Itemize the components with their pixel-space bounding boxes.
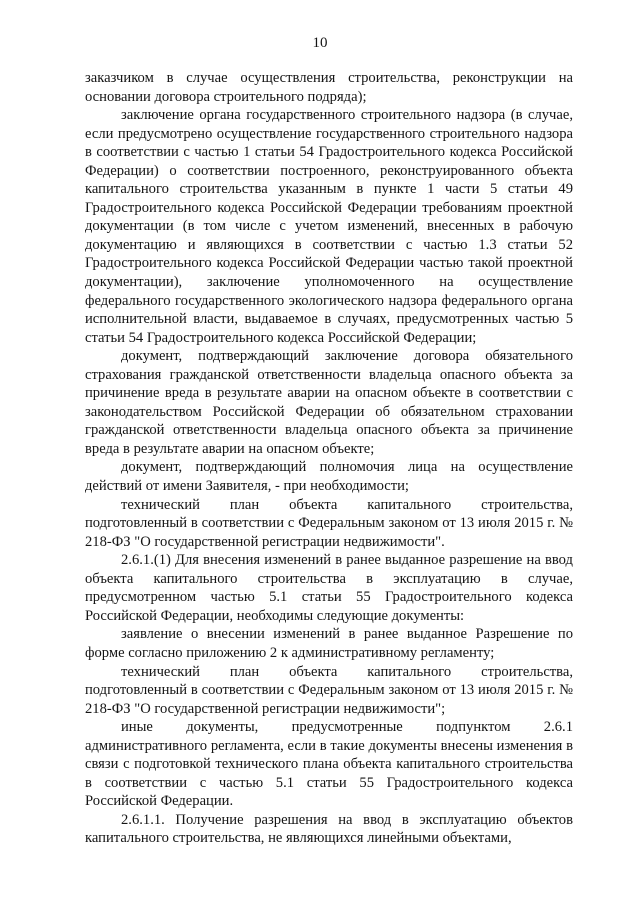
document-body xyxy=(85,69,573,848)
paragraph-9: иные документы, предусмотренные подпунктом 2.6.1 административного регламента, если в такие документы внесены изменения в связи с подготовкой технического плана объекта капитального строительства в соответствии с частью 5.1 статьи 55 Градостроительного кодекса Российской Федерации. xyxy=(85,719,573,810)
paragraph-5: технический план объекта капитального строительства, подготовленный в соответствии с Федеральным законом от 13 июля 2015 г. № 218-ФЗ "О государственной регистрации недвижимости". xyxy=(85,496,573,550)
paragraph-2: заключение органа государственного строительного надзора (в случае, если предусмотрено осуществление государственного строительного надзора в соответствии с частью 1 статьи 54 Градостроительного кодекса Российской Федерации) о соответствии построенного, реконструированного объекта капитального строительства указанным в пункте 1 части 5 статьи 49 Градостроительного кодекса Российской Федерации требованиям проектной документации (в том числе с учетом изменений, внесенных в рабочую документацию и являющихся в соответствии с частью 1.3 статьи 52 Градостроительного кодекса Российской Федерации частью такой проектной документации), заключение уполномоченного на осуществление федерального государственного экологического надзора федерального органа исполнительной власти, выдаваемое в случаях, предусмотренных частью 5 статьи 54 Градостроительного кодекса Российской Федерации; xyxy=(85,107,573,346)
paragraph-8: технический план объекта капитального строительства, подготовленный в соответствии с Федеральным законом от 13 июля 2015 г. № 218-ФЗ "О государственной регистрации недвижимости"; xyxy=(85,663,573,717)
page-number: 10 xyxy=(312,35,328,51)
paragraph-1: заказчиком в случае осуществления строительства, реконструкции на основании договора строительного подряда); xyxy=(85,70,573,105)
paragraph-4: документ, подтверждающий полномочия лица на осуществление действий от имени Заявителя, - при необходимости; xyxy=(85,459,573,495)
paragraph-7: заявление о внесении изменений в ранее выданное Разрешение по форме согласно приложению 2 к административному регламенту; xyxy=(85,626,573,661)
paragraph-10: 2.6.1.1. Получение разрешения на ввод в эксплуатацию объектов капитального строительства, не являющихся линейными объектами, xyxy=(85,811,573,847)
paragraph-6: 2.6.1.(1) Для внесения изменений в ранее выданное разрешение на ввод объекта капитального строительства в эксплуатацию в случае, предусмотренном частью 5.1 статьи 55 Градостроительного кодекса Российской Федерации, необходимы следующие документы: xyxy=(85,552,573,624)
paragraph-3: документ, подтверждающий заключение договора обязательного страхования гражданской ответственности владельца опасного объекта за причинение вреда в результате аварии на опасном объекте в соответствии с законодательством Российской Федерации об обязательном страховании гражданской ответственности владельца опасного объекта за причинение вреда в результате аварии на опасном объекте; xyxy=(85,348,573,457)
